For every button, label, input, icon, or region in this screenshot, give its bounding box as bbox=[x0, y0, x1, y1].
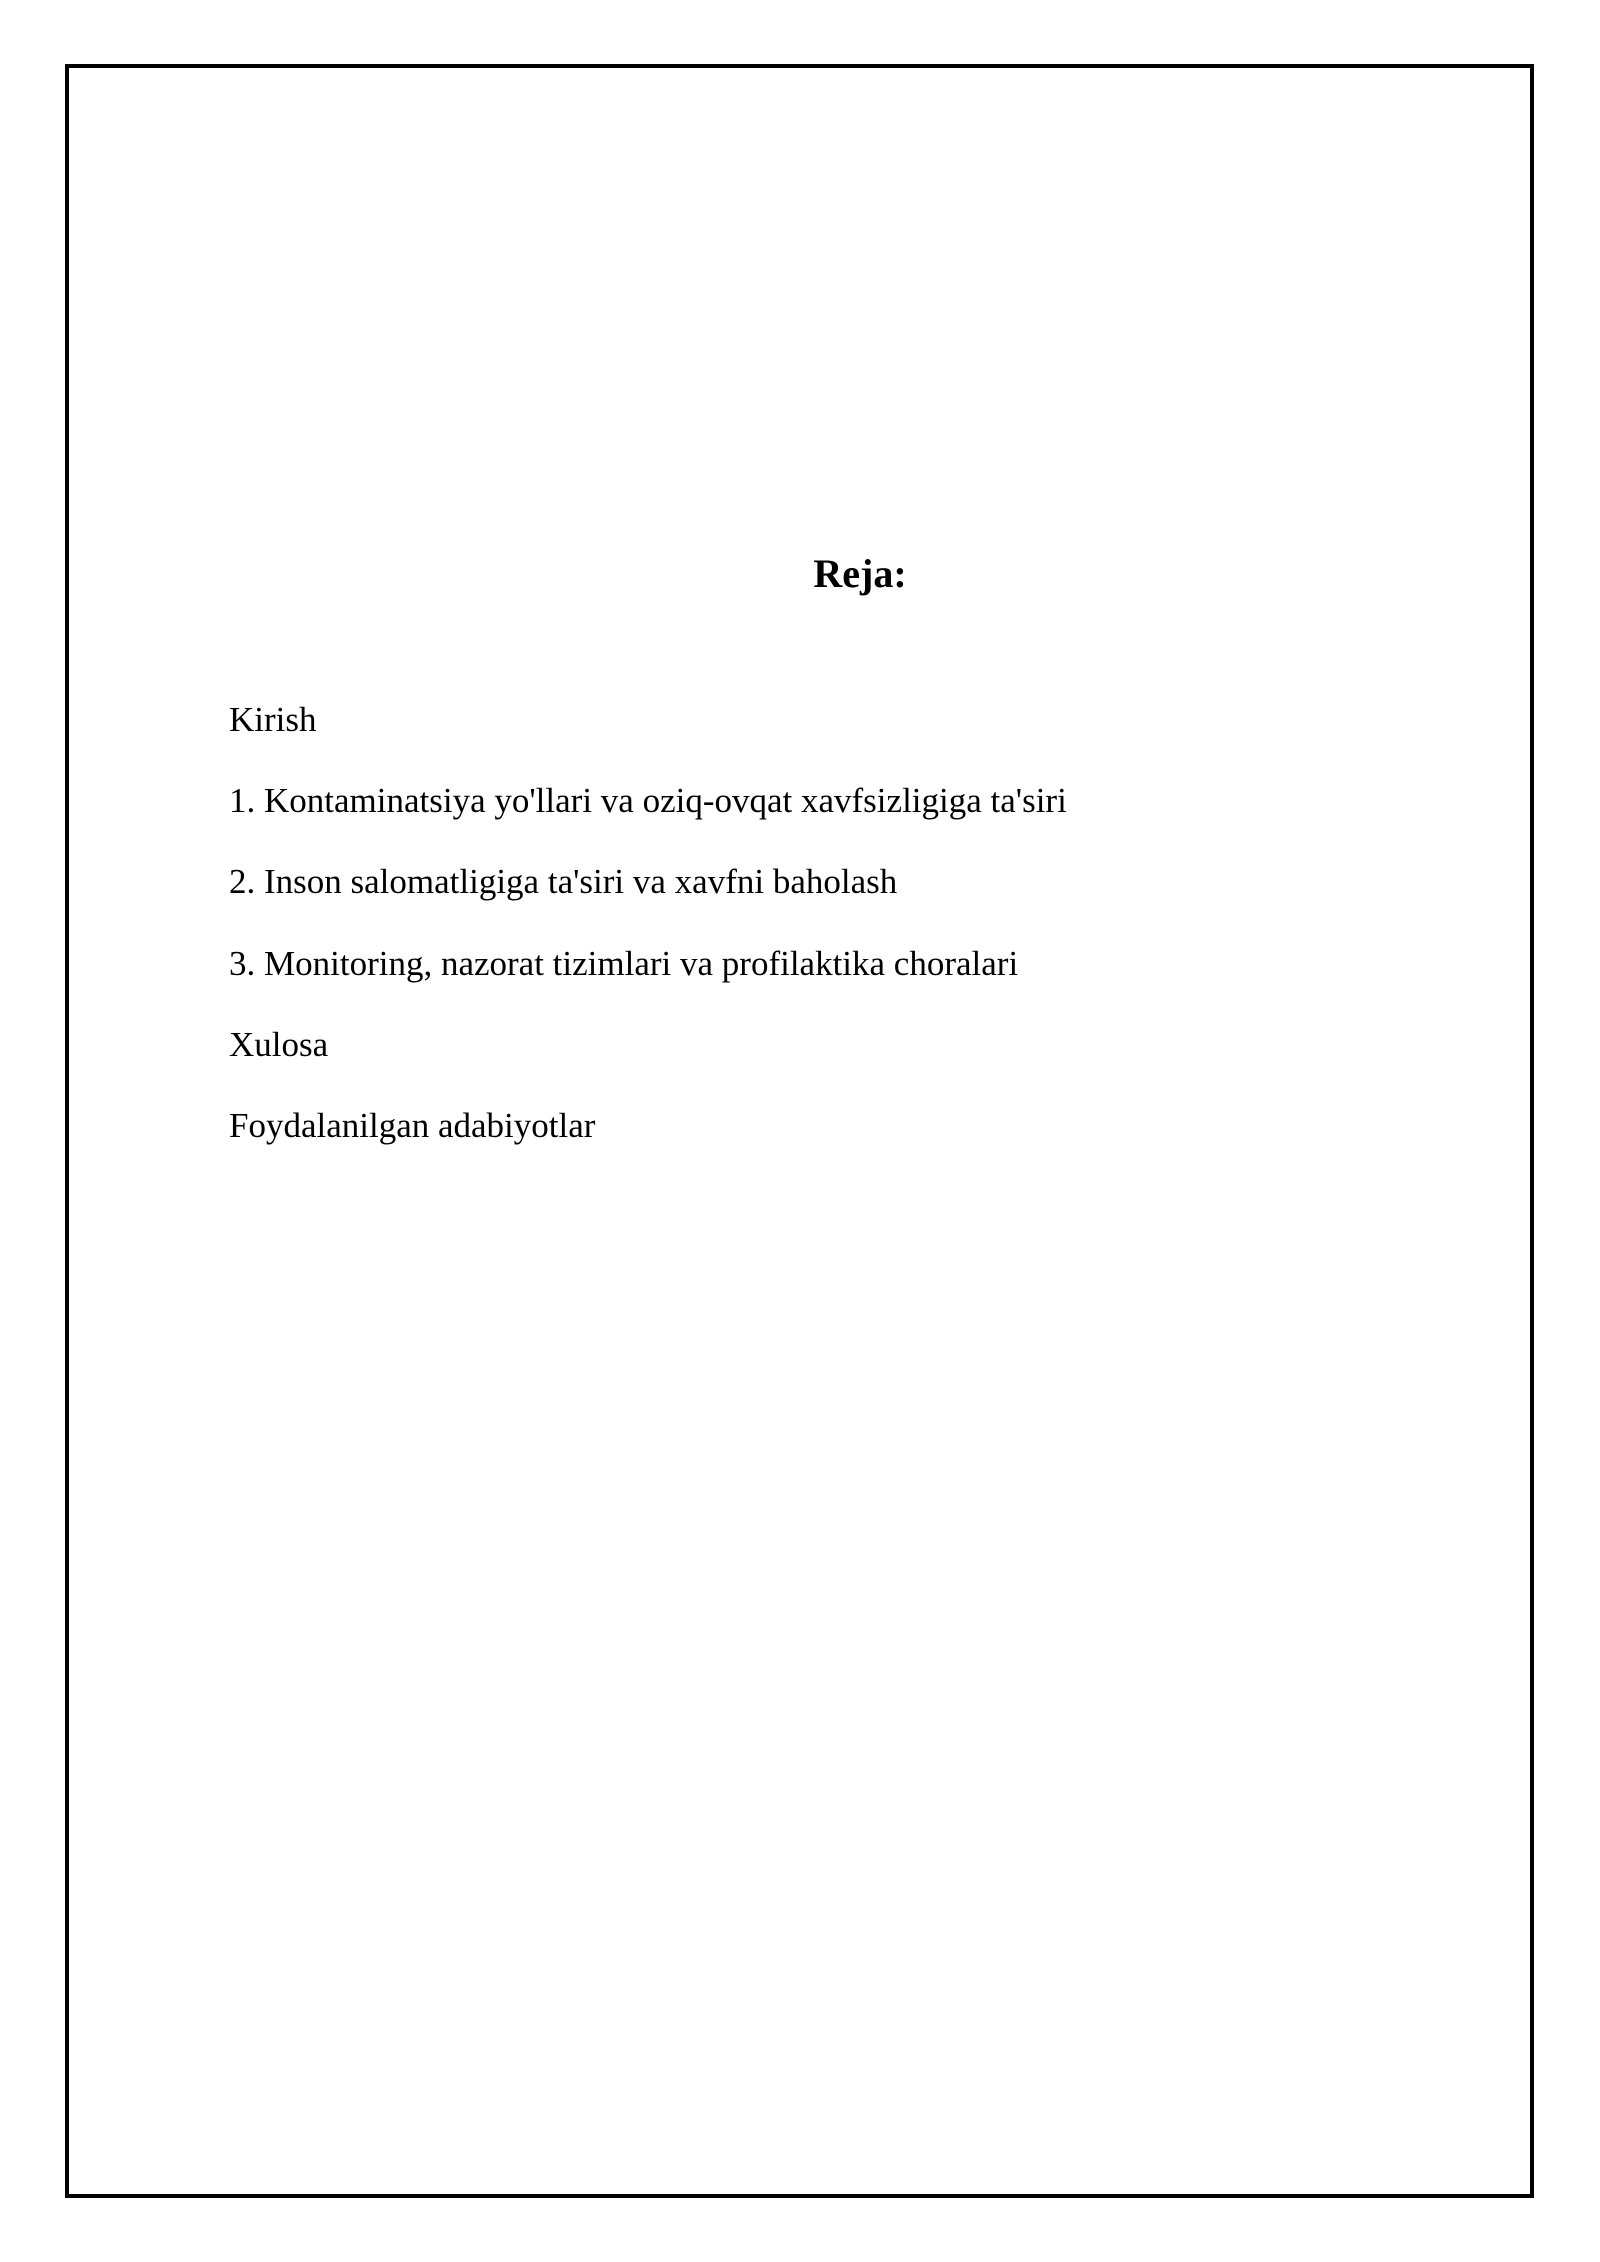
plan-title: Reja: bbox=[813, 551, 907, 596]
plan-item-introduction: Kirish bbox=[229, 700, 317, 739]
plan-list bbox=[229, 700, 1067, 1187]
plan-item-conclusion: Xulosa bbox=[229, 1024, 329, 1064]
plan-item-3: 3. Monitoring, nazorat tizimlari va profilaktika choralari bbox=[229, 943, 1019, 983]
plan-item-2: 2. Inson salomatligiga ta'siri va xavfni baholash bbox=[229, 862, 898, 902]
plan-item-references: Foydalanilgan adabiyotlar bbox=[229, 1105, 596, 1145]
plan-item-1: 1. Kontaminatsiya yo'llari va oziq-ovqat xavfsizligiga ta'siri bbox=[229, 781, 1067, 821]
